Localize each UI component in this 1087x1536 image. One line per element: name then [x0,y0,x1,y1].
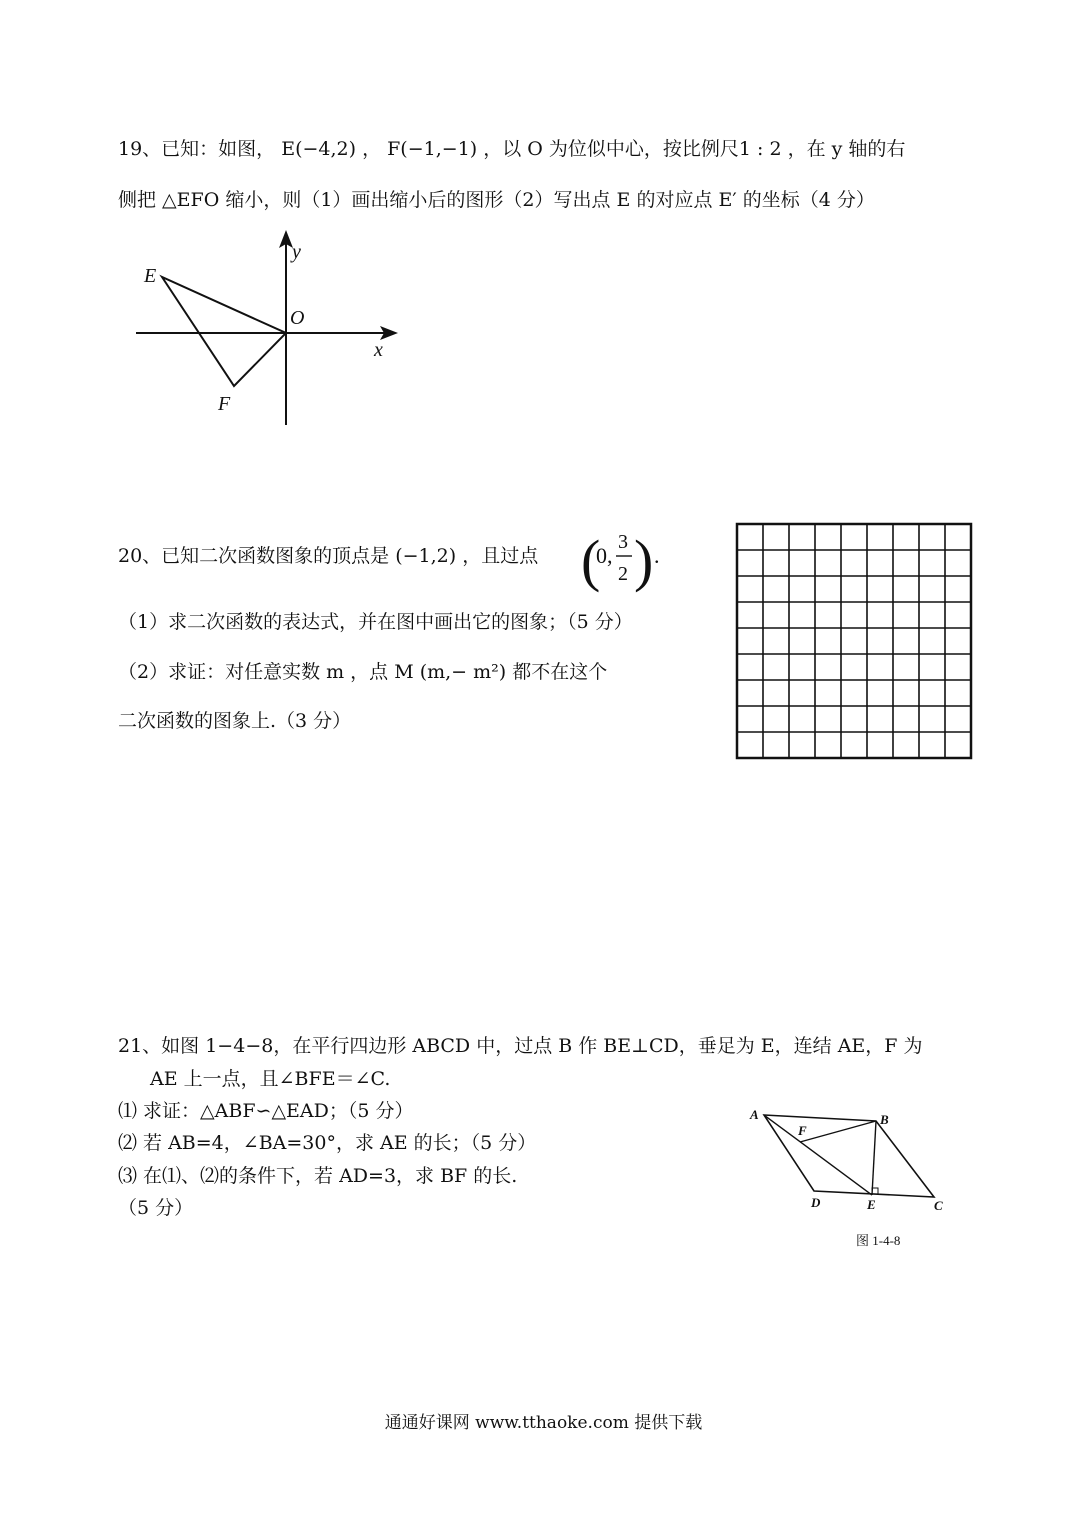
q19-line-1: 19、已知：如图， E(−4,2) ， F(−1,−1) ，以 O 为位似中心，按比例尺1 : 2 ，在 y 轴的右 [118,138,906,160]
label-e: E [867,1197,876,1212]
q19-line-2: 侧把 △EFO 缩小，则（1）画出缩小后的图形（2）写出点 E 的对应点 E′ 的坐标（4 分） [118,189,875,211]
q21-sub-3: ⑶ 在⑴、⑵的条件下，若 AD=3，求 BF 的长. [118,1165,518,1187]
label-x: x [374,339,383,361]
label-f: F [798,1123,807,1138]
label-f: F [218,393,231,415]
q21-sub-1: ⑴ 求证：△ABF∽△EAD；（5 分） [118,1100,414,1122]
q21-line-2: AE 上一点，且∠BFE＝∠C. [150,1068,391,1090]
label-b: B [880,1112,889,1127]
figure-caption: 图 1-4-8 [856,1233,901,1248]
q20-line-4: 二次函数的图象上.（3 分） [118,710,352,732]
point-end: . [654,543,660,568]
q20-line-3: （2）求证：对任意实数 m ，点 M (m,− m²) 都不在这个 [118,661,608,683]
paren-open: ( [581,528,601,593]
segment-be [872,1121,876,1195]
parallelogram-abcd [764,1115,934,1197]
q21-line-1: 21、如图 1−4−8，在平行四边形 ABCD 中，过点 B 作 BE⊥CD，垂足为 E，连结 AE，F 为 [118,1035,923,1057]
point-x: 0, [596,543,613,568]
label-o: O [290,307,305,329]
q21-sub-2: ⑵ 若 AB=4，∠BA=30°，求 AE 的长；（5 分） [118,1132,537,1154]
segment-bf [800,1121,876,1142]
point-den: 2 [618,563,628,585]
page-footer: 通通好课网 www.tthaoke.com 提供下载 [384,1413,703,1433]
label-e: E [144,265,157,287]
label-c: C [934,1198,943,1213]
label-a: A [750,1107,759,1122]
paren-close: ) [634,528,654,593]
q21-sub-3b: （5 分） [118,1197,194,1219]
label-y: y [292,241,301,263]
label-d: D [811,1195,821,1210]
q20-line-2: （1）求二次函数的表达式，并在图中画出它的图象；（5 分） [118,611,633,633]
q20-line-1-text: 20、已知二次函数图象的顶点是 (−1,2) ，且过点 [118,545,539,567]
point-num: 3 [618,531,628,553]
